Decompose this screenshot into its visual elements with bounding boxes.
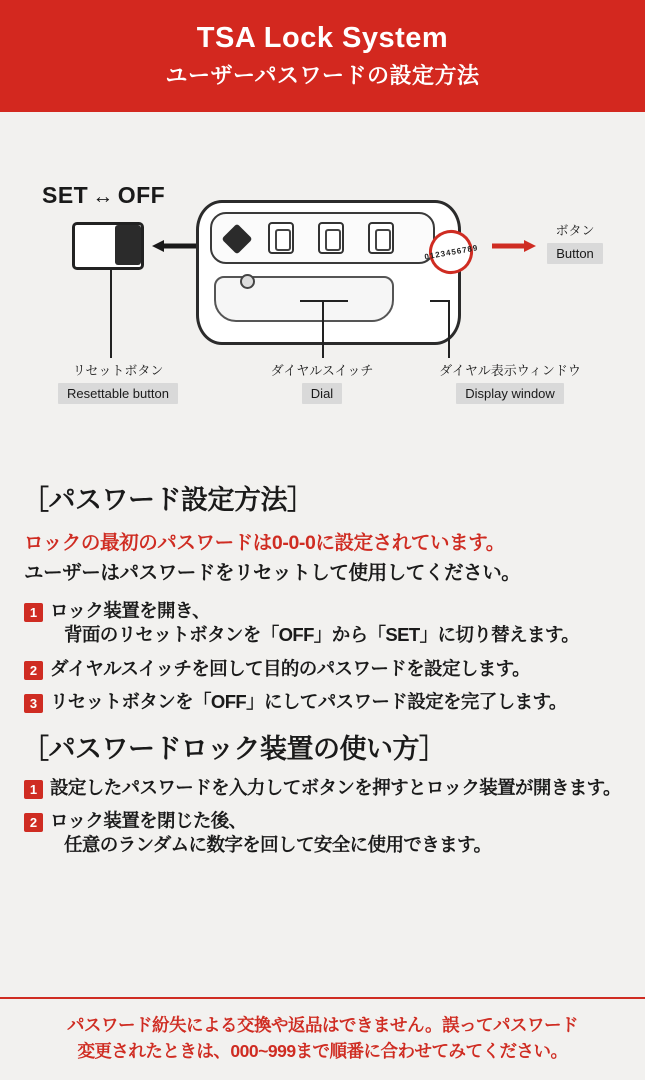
section-title-password-usage: ［パスワードロック装置の使い方］ xyxy=(22,733,446,764)
leader-line-dial xyxy=(322,302,324,358)
step-item xyxy=(24,776,627,800)
step-item xyxy=(24,809,627,858)
step-line-2: 任意のランダムに数字を回して安全に使用できます。 xyxy=(64,834,492,856)
callout-en: Button xyxy=(547,243,603,265)
page-header xyxy=(0,0,645,112)
step-text xyxy=(50,776,621,800)
callout-dial xyxy=(232,362,412,404)
step-item xyxy=(24,599,627,648)
display-window-digits: 0123456789 xyxy=(423,242,479,262)
footer-warning-note xyxy=(0,997,645,1080)
double-arrow-icon: ↔ xyxy=(92,185,114,208)
step-item xyxy=(24,690,627,714)
step-number: 2 xyxy=(24,813,43,832)
step-line-1: ロック装置を開き、 xyxy=(50,600,210,621)
reset-switch-illustration xyxy=(72,222,144,270)
footer-line-2: 変更されたときは、000~999まで順番に合わせてみてください。 xyxy=(77,1040,568,1061)
callout-resettable-button xyxy=(28,362,208,404)
page-subtitle: ユーザーパスワードの設定方法 xyxy=(165,63,480,89)
leader-line-window xyxy=(448,302,450,358)
dial-icon-3 xyxy=(368,222,394,254)
step-line-1: ダイヤルスイッチを回して目的のパスワードを設定します。 xyxy=(50,657,530,679)
arrow-left-icon xyxy=(152,240,196,252)
set-off-label xyxy=(42,182,165,209)
section-password-usage xyxy=(18,727,627,858)
lead-text-red: ロックの最初のパスワードは0-0-0に設定されています。 xyxy=(24,532,505,554)
section-title-password-setup: ［パスワード設定方法］ xyxy=(22,485,314,515)
callout-display-window xyxy=(400,362,620,404)
callout-en: Resettable button xyxy=(58,383,178,405)
lead-text-black: ユーザーはパスワードをリセットして使用してください。 xyxy=(24,562,521,584)
step-number: 3 xyxy=(24,694,43,713)
callout-jp: ボタン xyxy=(555,223,595,238)
instructions-content xyxy=(0,478,645,858)
step-number: 1 xyxy=(24,603,43,622)
callout-en: Display window xyxy=(456,383,564,405)
lock-body-illustration xyxy=(196,200,479,345)
reset-button-icon xyxy=(240,274,255,289)
switch-knob xyxy=(115,225,141,265)
dial-icon-2 xyxy=(318,222,344,254)
leader-line-dial-h2 xyxy=(300,300,324,302)
leader-line-window-h xyxy=(430,300,450,302)
set-label: SET xyxy=(42,182,89,208)
step-text xyxy=(50,599,579,648)
leader-line-reset xyxy=(110,270,112,358)
step-text xyxy=(50,809,491,858)
callout-en: Dial xyxy=(302,383,342,405)
step-item xyxy=(24,657,627,681)
callout-jp: ダイヤル表示ウィンドウ xyxy=(439,363,581,378)
step-line-1: 設定したパスワードを入力してボタンを押すとロック装置が開きます。 xyxy=(50,776,621,798)
callout-jp: リセットボタン xyxy=(72,363,164,378)
callout-jp: ダイヤルスイッチ xyxy=(270,363,374,378)
step-text xyxy=(50,657,530,681)
step-text xyxy=(50,690,567,714)
step-number: 1 xyxy=(24,780,43,799)
dial-icon-1 xyxy=(268,222,294,254)
leader-line-dial-h xyxy=(322,300,348,302)
step-line-2: 背面のリセットボタンを「OFF」から「SET」に切り替えます。 xyxy=(64,624,580,646)
step-line-1: リセットボタンを「OFF」にしてパスワード設定を完了します。 xyxy=(50,691,567,713)
step-number: 2 xyxy=(24,661,43,680)
lock-diagram xyxy=(0,112,645,472)
callout-button xyxy=(520,222,630,264)
footer-line-1: パスワード紛失による交換や返品はできません。誤ってパスワード xyxy=(66,1015,579,1036)
step-line-1: ロック装置を閉じた後、 xyxy=(50,810,247,832)
off-label: OFF xyxy=(117,182,166,208)
page-title: TSA Lock System xyxy=(196,22,449,54)
